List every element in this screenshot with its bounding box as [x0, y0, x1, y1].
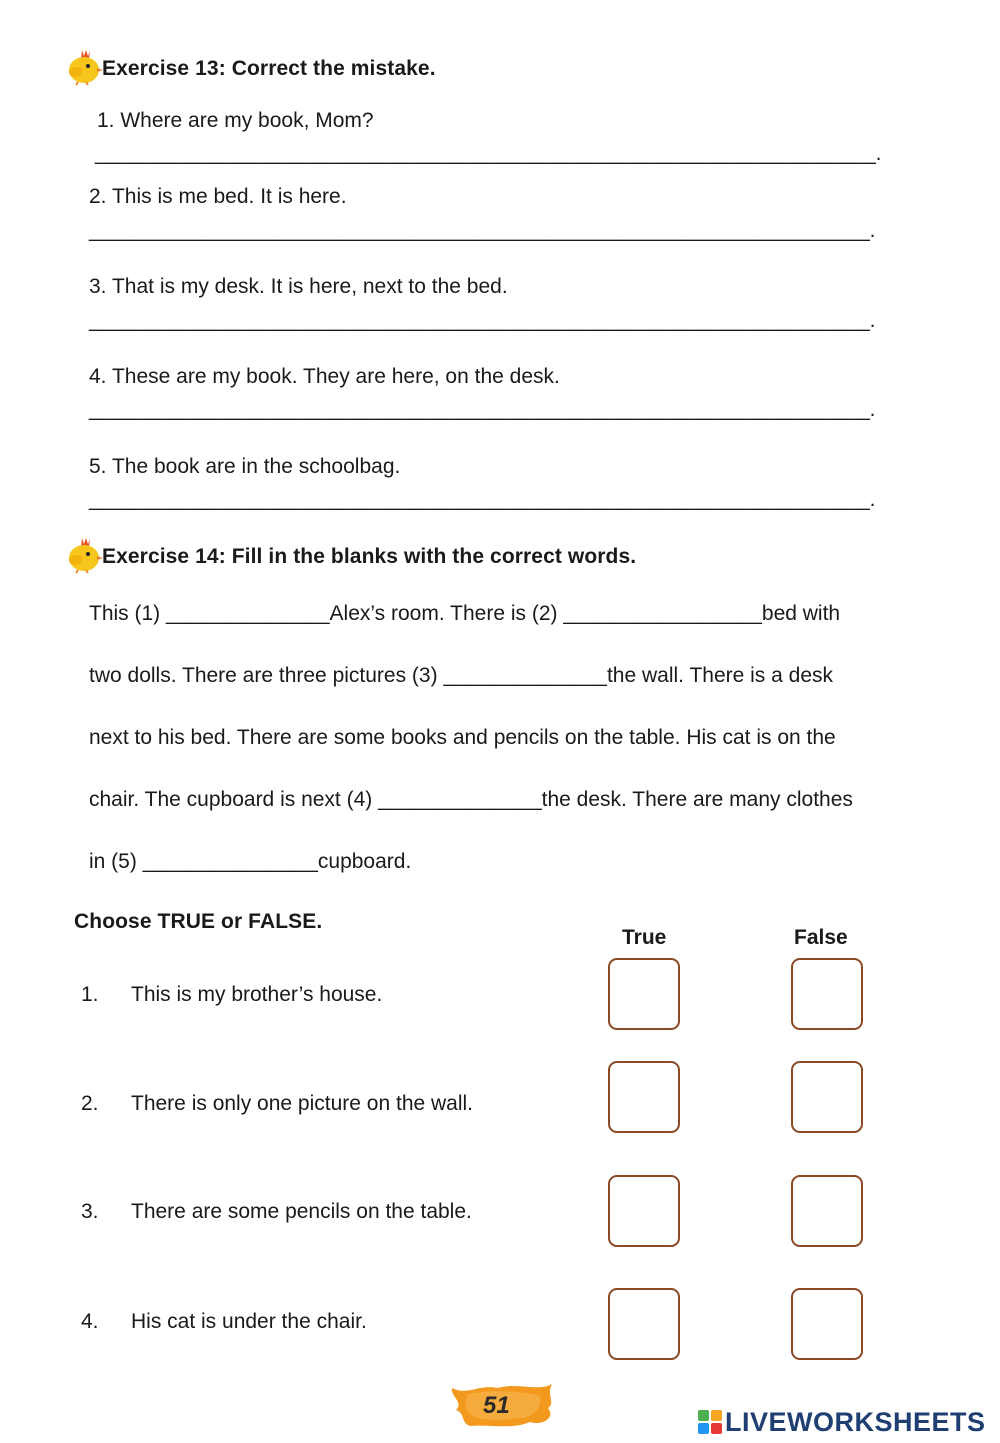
false-column-header: False — [794, 926, 848, 949]
true-checkbox-4[interactable] — [608, 1288, 680, 1360]
ex14-text: two dolls. There are three pictures (3) — [89, 664, 444, 687]
exercise-13-title: Exercise 13: Correct the mistake. — [102, 57, 436, 80]
tf-statement-1: This is my brother’s house. — [131, 983, 383, 1006]
ex14-text: cupboard. — [317, 850, 412, 873]
ex13-question-3: 3. That is my desk. It is here, next to the bed. — [89, 275, 508, 298]
ex14-line-2 — [89, 664, 833, 688]
false-checkbox-4[interactable] — [791, 1288, 863, 1360]
ex14-text: bed with — [761, 602, 841, 625]
blank-4[interactable]: ______________ — [378, 788, 542, 811]
ex14-text: in (5) — [89, 850, 143, 873]
ex14-text: the desk. There are many clothes — [541, 788, 853, 811]
blank-5[interactable]: _______________ — [142, 850, 318, 873]
false-checkbox-1[interactable] — [791, 958, 863, 1030]
brand-name: LIVEWORKSHEETS — [725, 1406, 986, 1437]
true-column-header: True — [622, 926, 667, 949]
ex14-text: This (1) — [89, 602, 167, 625]
exercise-14-title: Exercise 14: Fill in the blanks with the correct words. — [102, 545, 637, 568]
tf-item-number: 3. — [81, 1200, 99, 1223]
true-false-title: Choose TRUE or FALSE. — [74, 910, 323, 933]
false-checkbox-3[interactable] — [791, 1175, 863, 1247]
ex13-answer-line-1[interactable]: ____________________________________________________________________. — [95, 142, 882, 165]
tf-item-number: 4. — [81, 1310, 99, 1333]
blank-1[interactable]: ______________ — [166, 602, 330, 625]
page-number: 51 — [483, 1392, 510, 1419]
liveworksheets-icon — [697, 1409, 723, 1435]
tf-item-number: 2. — [81, 1092, 99, 1115]
blank-2[interactable]: _________________ — [563, 602, 762, 625]
false-checkbox-2[interactable] — [791, 1061, 863, 1133]
ex13-question-5: 5. The book are in the schoolbag. — [89, 455, 401, 478]
ex14-text: next to his bed. There are some books and pencils on the table. His cat is on the — [89, 726, 836, 749]
ex14-line-3 — [89, 726, 836, 750]
chick-icon — [64, 534, 104, 574]
ex14-line-5 — [89, 850, 411, 874]
ex14-text: Alex’s room. There is (2) — [329, 602, 564, 625]
tf-statement-3: There are some pencils on the table. — [131, 1200, 472, 1223]
chick-icon — [64, 46, 104, 86]
ex14-text: the wall. There is a desk — [606, 664, 834, 687]
ex14-text: chair. The cupboard is next (4) — [89, 788, 379, 811]
tf-statement-2: There is only one picture on the wall. — [131, 1092, 474, 1115]
tf-item-number: 1. — [81, 983, 99, 1006]
ex13-answer-line-3[interactable]: ____________________________________________________________________. — [89, 309, 876, 332]
ex13-question-2: 2. This is me bed. It is here. — [89, 185, 347, 208]
ex13-answer-line-2[interactable]: ____________________________________________________________________. — [89, 219, 876, 242]
ex14-line-4 — [89, 788, 853, 812]
ex14-line-1 — [89, 602, 840, 626]
ex13-question-4: 4. These are my book. They are here, on the desk. — [89, 365, 560, 388]
tf-statement-4: His cat is under the chair. — [131, 1310, 367, 1333]
true-checkbox-1[interactable] — [608, 958, 680, 1030]
blank-3[interactable]: ______________ — [443, 664, 607, 687]
ex13-question-1: 1. Where are my book, Mom? — [97, 109, 374, 132]
ex13-answer-line-5[interactable]: ____________________________________________________________________. — [89, 488, 876, 511]
liveworksheets-logo — [697, 1407, 986, 1437]
true-checkbox-2[interactable] — [608, 1061, 680, 1133]
true-checkbox-3[interactable] — [608, 1175, 680, 1247]
ex13-answer-line-4[interactable]: ____________________________________________________________________. — [89, 398, 876, 421]
